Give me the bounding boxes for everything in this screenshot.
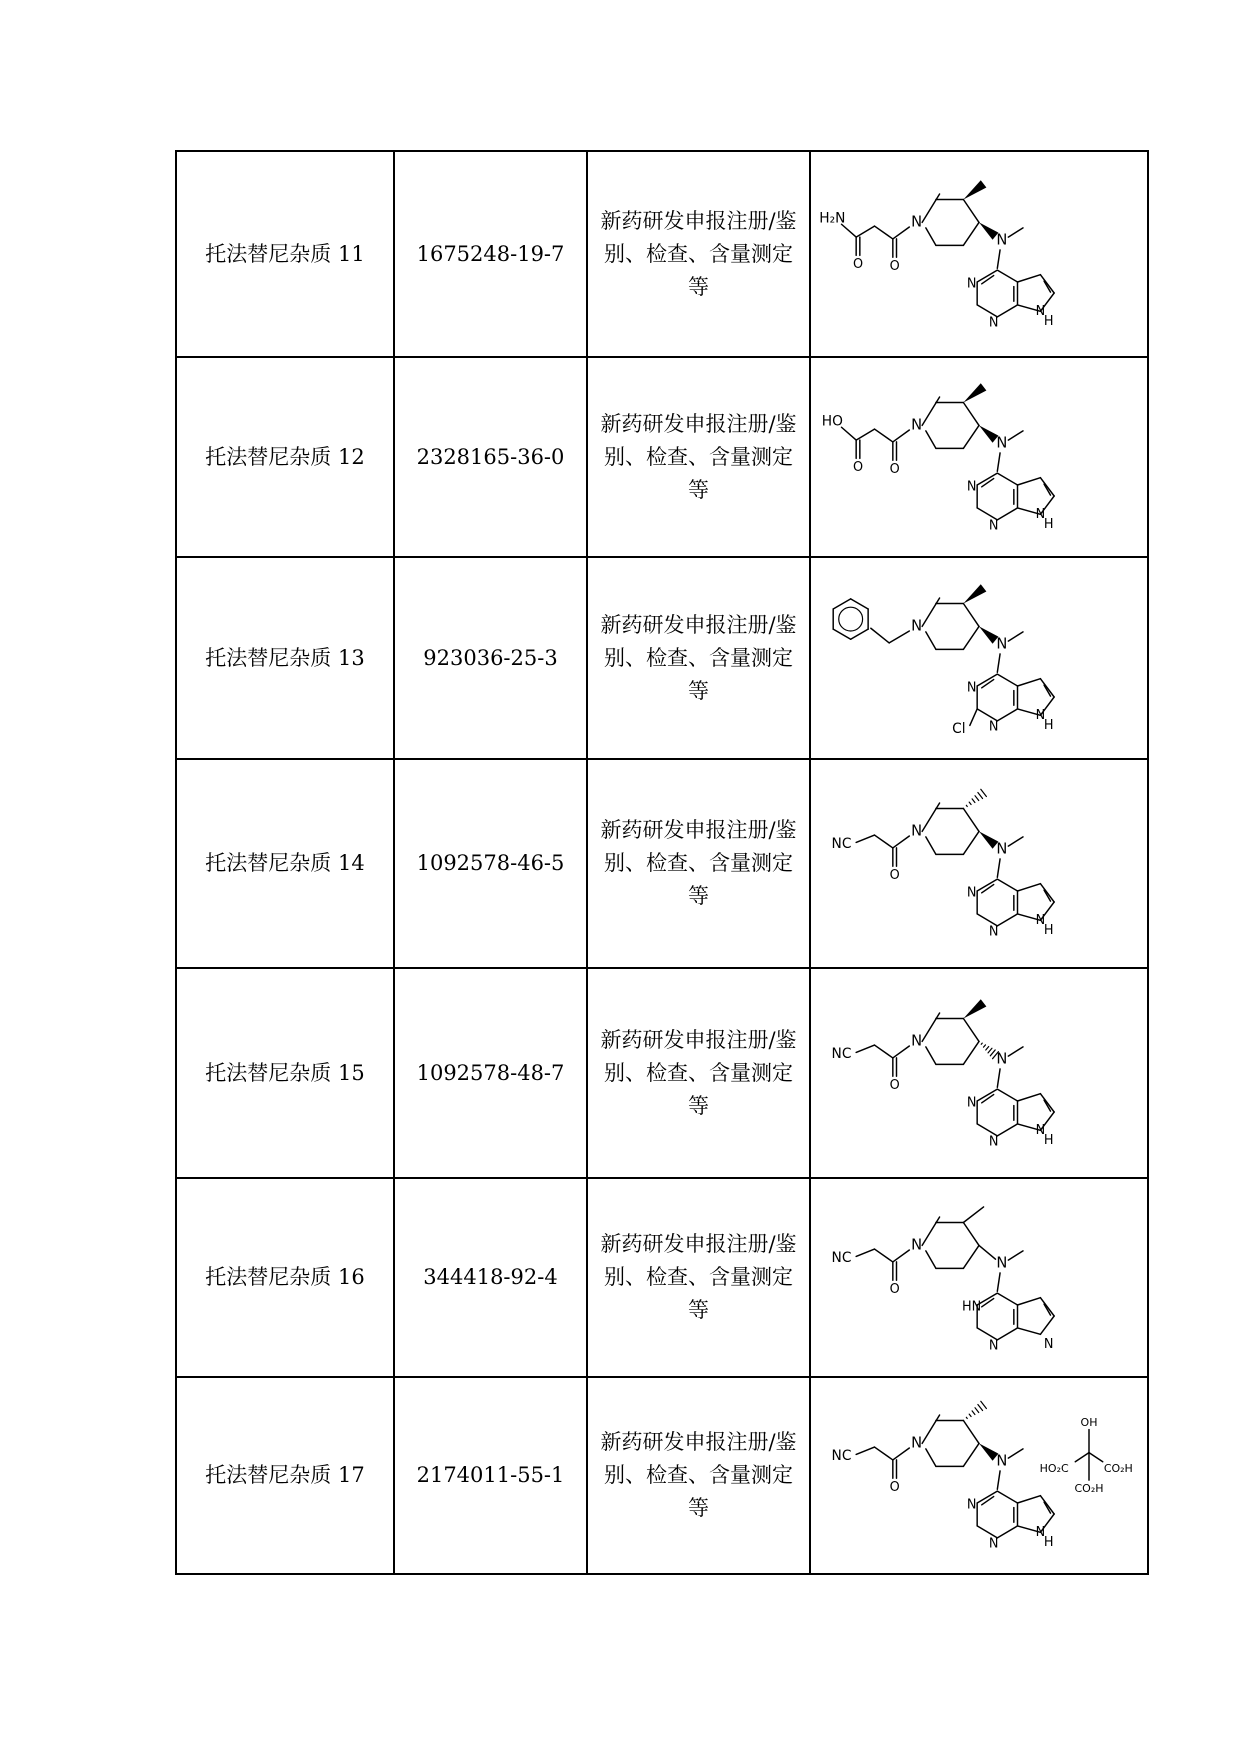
- carbonyl-o2-label: O: [852, 256, 864, 272]
- pyrrole-n-label: N: [1035, 912, 1046, 928]
- pyrrole-nh-label: N: [1043, 1336, 1054, 1352]
- left-group-label: NC: [831, 1045, 852, 1062]
- impurity-name-cell: [176, 151, 394, 357]
- pyrrole-nh-label: H: [1043, 1132, 1054, 1148]
- impurity-name: 托法替尼杂质 17: [205, 1463, 365, 1487]
- pyrrole-n-label: N: [1035, 707, 1046, 723]
- piperidine-n-label: N: [911, 1236, 923, 1254]
- left-group-label: NC: [831, 1448, 852, 1465]
- pyrrole-nh-label: H: [1043, 313, 1054, 329]
- chemical-structure-diagram: [814, 981, 1144, 1166]
- impurity-name: 托法替尼杂质 11: [205, 241, 365, 266]
- pyrimidine-n1-label: N: [988, 1134, 999, 1150]
- carbonyl-o-label: O: [889, 258, 900, 274]
- structure-cell: [810, 968, 1148, 1178]
- usage-cell: [587, 1377, 810, 1574]
- structure-cell: [810, 357, 1148, 557]
- pyrimidine-n1-label: N: [988, 719, 999, 735]
- citrate-group: [1075, 1430, 1103, 1480]
- carbonyl-o2-label: O: [852, 459, 864, 475]
- impurity-name: 托法替尼杂质 14: [205, 851, 365, 875]
- usage-cell: [587, 968, 810, 1178]
- pyrimidine-n3-label: N: [966, 478, 977, 494]
- carbonyl-o-label: O: [889, 1479, 900, 1495]
- structure-cell: [810, 1377, 1148, 1574]
- amine-n-label: N: [996, 840, 1008, 858]
- usage-cell: [587, 557, 810, 759]
- cas-number: 1092578-46-5: [416, 851, 565, 875]
- citrate-right-acid-label: CO₂H: [1103, 1462, 1133, 1476]
- piperidine-n-label: N: [911, 415, 923, 433]
- impurity-name: 托法替尼杂质 12: [205, 444, 365, 469]
- impurity-name: 托法替尼杂质 13: [205, 645, 365, 670]
- chemical-structure-diagram: [814, 1185, 1144, 1370]
- cas-number-cell: [394, 357, 587, 557]
- amine-n-label: N: [996, 1452, 1008, 1470]
- chemical-structure-diagram: [814, 162, 1144, 347]
- amine-n-label: N: [996, 434, 1008, 452]
- citrate-left-acid-label: HO₂C: [1039, 1462, 1069, 1476]
- pyrimidine-n1-label: N: [988, 1536, 999, 1552]
- pyrrole-n-label: N: [1035, 1122, 1046, 1138]
- cas-number-cell: [394, 151, 587, 357]
- cas-number-cell: [394, 1377, 587, 1574]
- impurity-name-cell: [176, 968, 394, 1178]
- chemical-structure-diagram: [814, 1383, 1144, 1568]
- pyrimidine-n3-label: N: [966, 885, 977, 901]
- impurity-table: [175, 150, 1149, 1575]
- cas-number: 1675248-19-7: [416, 241, 565, 266]
- pyrrole-n-label: N: [1035, 506, 1046, 522]
- left-group-label: NC: [831, 836, 852, 853]
- piperidine-n-label: N: [911, 212, 923, 230]
- cas-number: 2174011-55-1: [416, 1463, 565, 1487]
- usage-cell: [587, 357, 810, 557]
- piperidine-n-label: N: [911, 1434, 923, 1452]
- pyrimidine-n3-label: N: [966, 275, 977, 291]
- cas-number-cell: [394, 557, 587, 759]
- cas-number: 344418-92-4: [423, 1265, 558, 1289]
- table-row: [176, 357, 1148, 557]
- cas-number: 923036-25-3: [423, 645, 558, 670]
- piperidine-n-label: N: [911, 1031, 923, 1049]
- pyrimidine-n3-label: N: [966, 1497, 977, 1513]
- pyrimidine-n3-label: N: [966, 679, 977, 695]
- chloro-label: Cl: [952, 720, 966, 737]
- table-row: [176, 151, 1148, 357]
- pyrrole-nh-label: H: [1043, 922, 1054, 938]
- piperidine-n-label: N: [911, 616, 923, 634]
- carbonyl-o-label: O: [889, 867, 900, 883]
- pyrrole-nh-label: H: [1043, 516, 1054, 532]
- chemical-structure-diagram: [814, 771, 1144, 956]
- impurity-name: 托法替尼杂质 16: [205, 1265, 365, 1289]
- pyrimidine-n3-label: N: [966, 1094, 977, 1110]
- cas-number-cell: [394, 1178, 587, 1377]
- cas-number: 2328165-36-0: [416, 444, 565, 469]
- pyrrole-n-label: N: [1035, 1524, 1046, 1540]
- amine-n-label: N: [996, 1050, 1008, 1068]
- usage-text: 新药研发申报注册/鉴别、检查、含量测定等: [600, 1232, 797, 1322]
- left-group-label: NC: [831, 1250, 852, 1267]
- structure-cell: [810, 557, 1148, 759]
- pyrrole-nh-label: H: [1043, 1534, 1054, 1550]
- structure-cell: [810, 1178, 1148, 1377]
- left-group-label: HO: [821, 413, 843, 430]
- impurity-name-cell: [176, 557, 394, 759]
- usage-text: 新药研发申报注册/鉴别、检查、含量测定等: [600, 208, 797, 299]
- usage-text: 新药研发申报注册/鉴别、检查、含量测定等: [600, 612, 797, 703]
- table-row: [176, 557, 1148, 759]
- chemical-structure-diagram: [814, 566, 1144, 751]
- cas-number-cell: [394, 759, 587, 968]
- impurity-name-cell: [176, 1178, 394, 1377]
- pyrimidine-n1-label: N: [988, 924, 999, 940]
- usage-cell: [587, 151, 810, 357]
- usage-text: 新药研发申报注册/鉴别、检查、含量测定等: [600, 818, 797, 908]
- table-row: [176, 968, 1148, 1178]
- table-row: [176, 1377, 1148, 1574]
- structure-cell: [810, 151, 1148, 357]
- impurity-name-cell: [176, 759, 394, 968]
- pyrrole-nh-label: H: [1043, 717, 1054, 733]
- carbonyl-o-label: O: [889, 1281, 900, 1297]
- citrate-bottom-acid-label: CO₂H: [1074, 1482, 1104, 1496]
- carbonyl-o-label: O: [889, 461, 900, 477]
- usage-cell: [587, 759, 810, 968]
- pyrimidine-n1-label: N: [988, 1338, 999, 1354]
- structure-cell: [810, 759, 1148, 968]
- pyrimidine-n1-label: N: [988, 518, 999, 534]
- table-row: [176, 759, 1148, 968]
- usage-text: 新药研发申报注册/鉴别、检查、含量测定等: [600, 411, 797, 502]
- usage-cell: [587, 1178, 810, 1377]
- pyrimidine-n1-label: N: [988, 315, 999, 331]
- pyrrole-n-label: N: [1035, 303, 1046, 319]
- usage-text: 新药研发申报注册/鉴别、检查、含量测定等: [600, 1430, 797, 1520]
- impurity-name-cell: [176, 357, 394, 557]
- impurity-name-cell: [176, 1377, 394, 1574]
- amine-n-label: N: [996, 1254, 1008, 1272]
- table-row: [176, 1178, 1148, 1377]
- chemical-structure-diagram: [814, 365, 1144, 550]
- amine-n-label: N: [996, 635, 1008, 653]
- usage-text: 新药研发申报注册/鉴别、检查、含量测定等: [600, 1027, 797, 1118]
- cas-number: 1092578-48-7: [416, 1060, 565, 1085]
- cas-number-cell: [394, 968, 587, 1178]
- left-group-label: H₂N: [819, 210, 846, 227]
- citrate-oh-label: OH: [1080, 1416, 1098, 1430]
- amine-n-label: N: [996, 231, 1008, 249]
- pyrimidine-n3-label: HN: [962, 1299, 982, 1315]
- impurity-name: 托法替尼杂质 15: [205, 1060, 365, 1085]
- piperidine-n-label: N: [911, 822, 923, 840]
- carbonyl-o-label: O: [889, 1077, 900, 1093]
